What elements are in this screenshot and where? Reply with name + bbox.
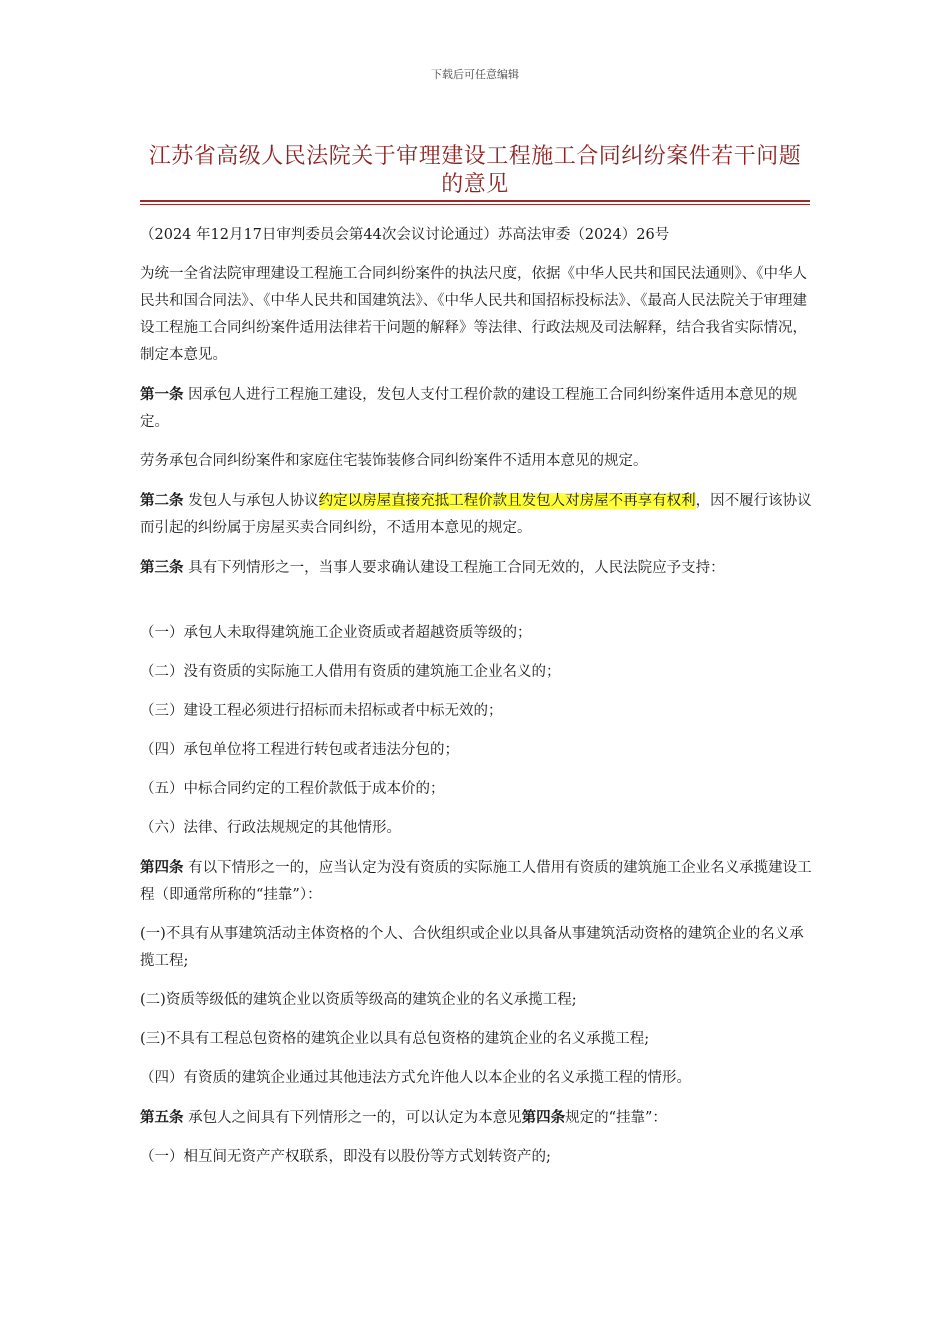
article-5-item-1: （一）相互间无资产产权联系，即没有以股份等方式划转资产的; [140,1149,551,1165]
article-4-item-4: （四）有资质的建筑企业通过其他违法方式允许他人以本企业的名义承揽工程的情形。 [140,1070,691,1086]
article-1-paragraph-2: 劳务承包合同纠纷案件和家庭住宅装饰装修合同纠纷案件不适用本意见的规定。 [140,453,648,469]
article-3-label: 第三条 [140,559,184,576]
article-1 [140,381,812,436]
article-4-label: 第四条 [140,859,184,876]
article-3-text: 具有下列情形之一，当事人要求确认建设工程施工合同无效的，人民法院应予支持： [183,560,725,576]
document-title: 江苏省高级人民法院关于审理建设工程施工合同纠纷案件若干问题的意见 [148,144,802,197]
article-5-text-post: 规定的“挂靠”： [565,1110,667,1126]
header-note: 下载后可任意编辑 [431,68,519,81]
article-3-item-2: （二）没有资质的实际施工人借用有资质的建筑施工企业名义的； [140,664,561,680]
article-5-label: 第五条 [140,1109,184,1126]
article-3-item-6: （六）法律、行政法规规定的其他情形。 [140,820,401,836]
article-5-text-pre: 承包人之间具有下列情形之一的，可以认定为本意见 [183,1110,522,1126]
article-2-text-pre: 发包人与承包人协议 [183,493,319,509]
article-5-reference: 第四条 [521,1109,566,1126]
article-4-item-1: (一)不具有从事建筑活动主体资格的个人、合伙组织或企业以具备从事建筑活动资格的建筑企业的名义承揽工程; [140,926,804,969]
article-3-item-1: （一）承包人未取得建筑施工企业资质或者超越资质等级的； [140,625,532,641]
document-body [140,222,812,1171]
article-2-highlighted-text: 约定以房屋直接充抵工程价款且发包人对房屋不再享有权利 [318,493,696,509]
article-2-text-post: ，因不履行该协议而引起的纠纷属于房屋买卖合同纠纷，不适用本意见的规定。 [140,493,812,536]
article-2-label: 第二条 [140,492,184,509]
subtitle-line: （2024 年12月17日审判委员会第44次会议讨论通过）苏高法审委（2024）26号 [140,227,670,243]
article-3 [140,554,812,582]
article-3-item-5: （五）中标合同约定的工程价款低于成本价的； [140,781,445,797]
article-4-text: 有以下情形之一的，应当认定为没有资质的实际施工人借用有资质的建筑施工企业名义承揽建设工程（即通常所称的“挂靠”）： [140,860,812,903]
article-4 [140,854,812,909]
article-2 [140,487,812,542]
article-1-text: 因承包人进行工程施工建设，发包人支付工程价款的建设工程施工合同纠纷案件适用本意见的规定。 [140,387,798,430]
article-3-item-4: （四）承包单位将工程进行转包或者违法分包的； [140,742,459,758]
article-3-item-3: （三）建设工程必须进行招标而未招标或者中标无效的； [140,703,503,719]
article-1-label: 第一条 [140,386,184,403]
title-rule-thin [140,204,810,205]
article-5 [140,1104,812,1132]
preamble-paragraph: 为统一全省法院审理建设工程施工合同纠纷案件的执法尺度，依据《中华人民共和国民法通则》、《中华人民共和国合同法》、《中华人民共和国建筑法》、《中华人民共和国招标投标法》、《最高人民法院关于审理建设工程施工合同纠纷案件适用法律若干问题的解释》等法律、行政法规及司法解释，结合我省实际情况，制定本意见。 [140,266,807,363]
article-4-item-2: (二)资质等级低的建筑企业以资质等级高的建筑企业的名义承揽工程; [140,992,577,1008]
title-rule-thick [140,200,810,202]
article-4-item-3: (三)不具有工程总包资格的建筑企业以具有总包资格的建筑企业的名义承揽工程; [140,1031,650,1047]
